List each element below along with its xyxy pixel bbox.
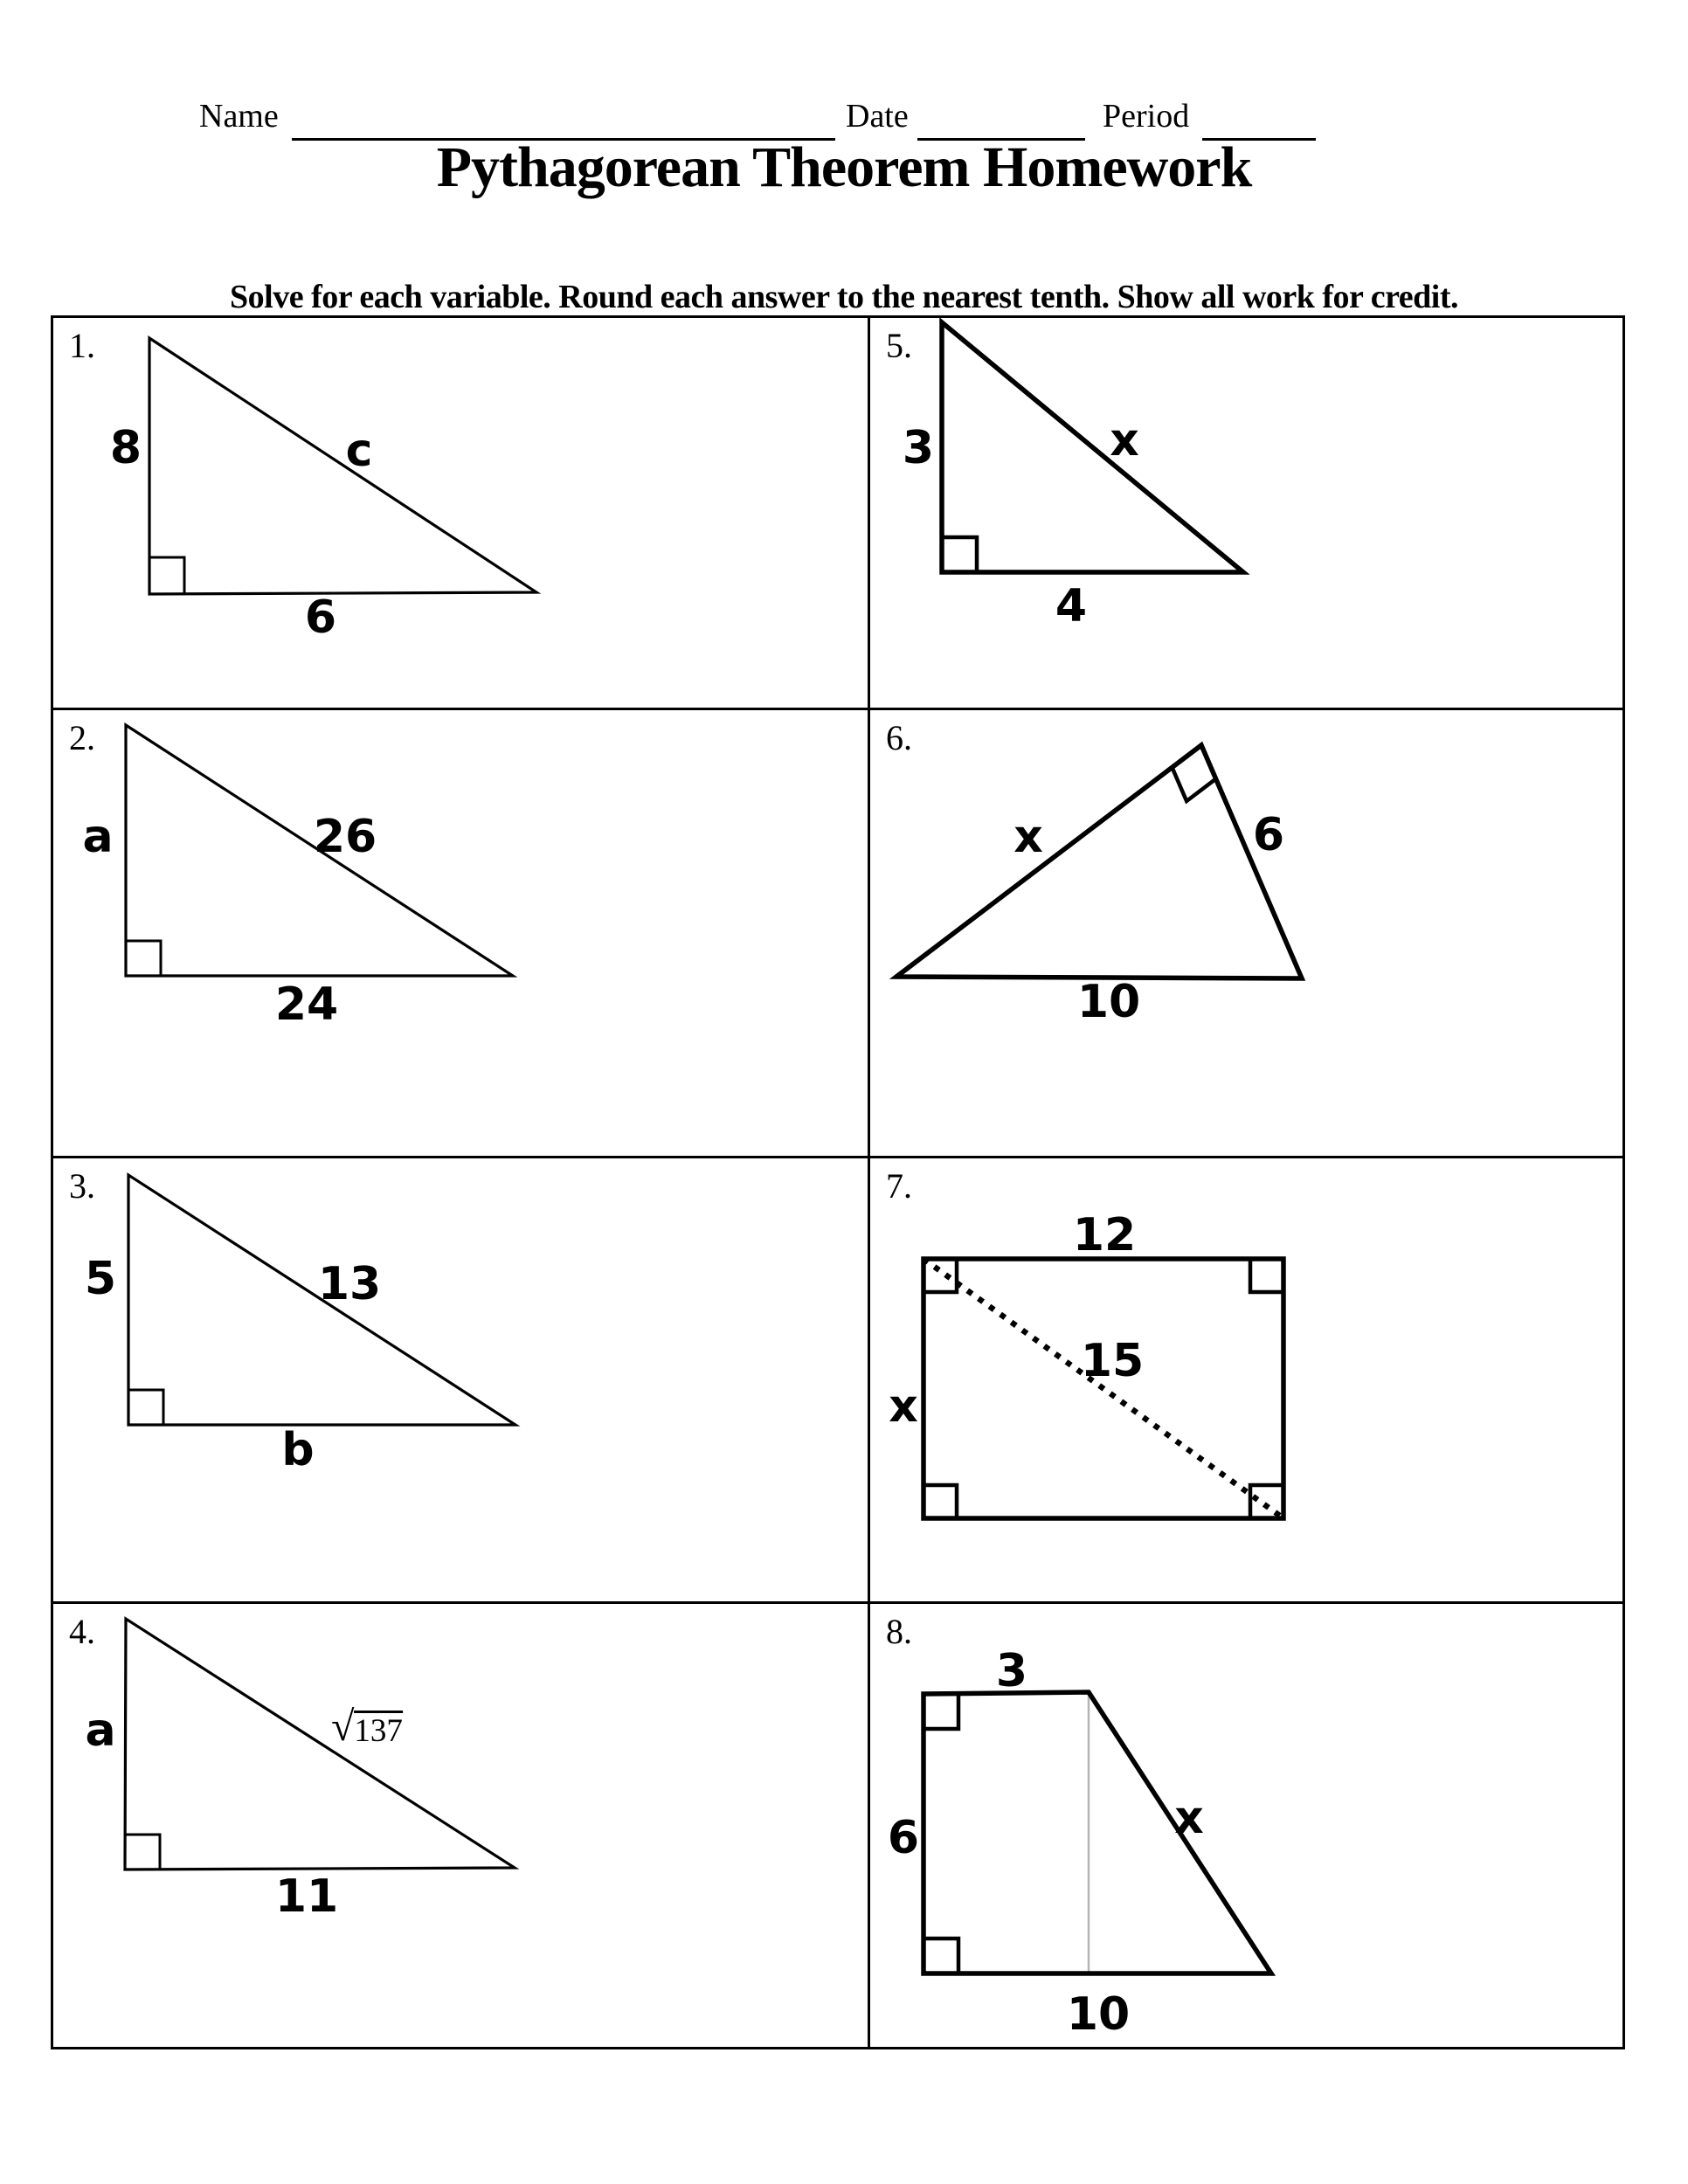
side-label-bottom: b: [281, 1424, 315, 1476]
side-label-left: x: [1013, 811, 1043, 863]
problem-number: 6.: [886, 718, 912, 757]
radicand-value: 137: [354, 1711, 403, 1747]
triangle-outline: [125, 1619, 515, 1870]
problem-2-cell: [53, 710, 870, 1158]
problem-number: 2.: [69, 718, 95, 757]
right-triangle-figure: [53, 1604, 870, 2052]
problem-7-cell: [870, 1158, 1628, 1604]
right-angle-marker: [1173, 767, 1216, 801]
problem-number: 3.: [69, 1166, 95, 1206]
trapezoid-outline: [924, 1692, 1271, 1973]
problem-number: 5.: [886, 326, 912, 365]
right-angle-marker-bottom-left: [924, 1485, 957, 1518]
problem-number: 8.: [886, 1612, 912, 1651]
problem-3-cell: [53, 1158, 870, 1604]
right-angle-marker-top-left: [924, 1259, 957, 1292]
side-label-bottom: 4: [1055, 580, 1088, 632]
problem-1-cell: [53, 318, 870, 710]
right-triangle-figure: [53, 318, 870, 710]
page-title: Pythagorean Theorem Homework: [436, 135, 1252, 199]
side-label-bottom: 24: [274, 978, 339, 1031]
diagonal-label: 15: [1080, 1335, 1145, 1387]
problem-8-cell: [870, 1604, 1628, 2052]
date-label: Date: [846, 98, 909, 135]
side-label-right: 6: [1252, 809, 1285, 861]
side-label-bottom: 11: [274, 1870, 339, 1923]
instructions-text: Solve for each variable. Round each answer to the nearest tenth. Show all work for credit.: [230, 279, 1458, 315]
side-label-hypotenuse: 13: [317, 1258, 382, 1310]
diagonal-dotted-line: [924, 1259, 1283, 1518]
trapezoid-figure: [870, 1604, 1628, 2052]
side-label-top: 3: [995, 1645, 1028, 1697]
radical-sign: √: [331, 1704, 355, 1750]
problem-number: 4.: [69, 1612, 95, 1651]
right-angle-marker: [126, 941, 161, 976]
side-label-bottom: 6: [304, 591, 337, 644]
right-angle-marker: [128, 1390, 163, 1425]
problem-5-cell: [870, 318, 1628, 710]
triangle-outline: [149, 338, 536, 594]
triangle-outline: [942, 322, 1243, 572]
side-label-bottom: 10: [1066, 1988, 1131, 2041]
problem-4-cell: [53, 1604, 870, 2052]
name-label: Name: [199, 98, 279, 135]
problem-number: 1.: [69, 326, 95, 365]
right-angle-marker: [125, 1835, 160, 1870]
rectangle-with-diagonal-figure: [870, 1158, 1628, 1604]
side-label-left: a: [85, 1704, 116, 1757]
side-label-left: 3: [902, 422, 935, 474]
period-label: Period: [1103, 98, 1190, 135]
side-label-hypotenuse-sqrt: [331, 1704, 403, 1750]
problem-number: 7.: [886, 1166, 912, 1206]
right-triangle-figure: [870, 710, 1628, 1158]
right-angle-marker: [149, 557, 184, 593]
right-angle-marker-top-left: [924, 1694, 958, 1729]
side-label-left: 8: [109, 422, 142, 474]
side-label-hypotenuse: 26: [313, 811, 377, 863]
right-triangle-figure: [53, 710, 870, 1158]
side-label-slant: x: [1174, 1792, 1204, 1844]
right-angle-marker-bottom-left: [924, 1939, 958, 1973]
right-triangle-figure: [870, 318, 1628, 710]
side-label-left: a: [82, 811, 114, 863]
side-label-left: x: [889, 1380, 918, 1433]
side-label-top: 12: [1072, 1209, 1137, 1261]
right-triangle-figure: [53, 1158, 870, 1604]
problems-grid: [51, 315, 1625, 2049]
side-label-left: 5: [84, 1253, 117, 1305]
side-label-bottom: 10: [1076, 976, 1141, 1028]
side-label-hypotenuse: c: [345, 425, 373, 477]
right-angle-marker: [942, 537, 977, 572]
triangle-outline: [896, 745, 1302, 978]
right-angle-marker-top-right: [1250, 1259, 1283, 1292]
side-label-left: 6: [887, 1812, 920, 1864]
problem-6-cell: [870, 710, 1628, 1158]
side-label-hypotenuse: x: [1110, 414, 1139, 467]
